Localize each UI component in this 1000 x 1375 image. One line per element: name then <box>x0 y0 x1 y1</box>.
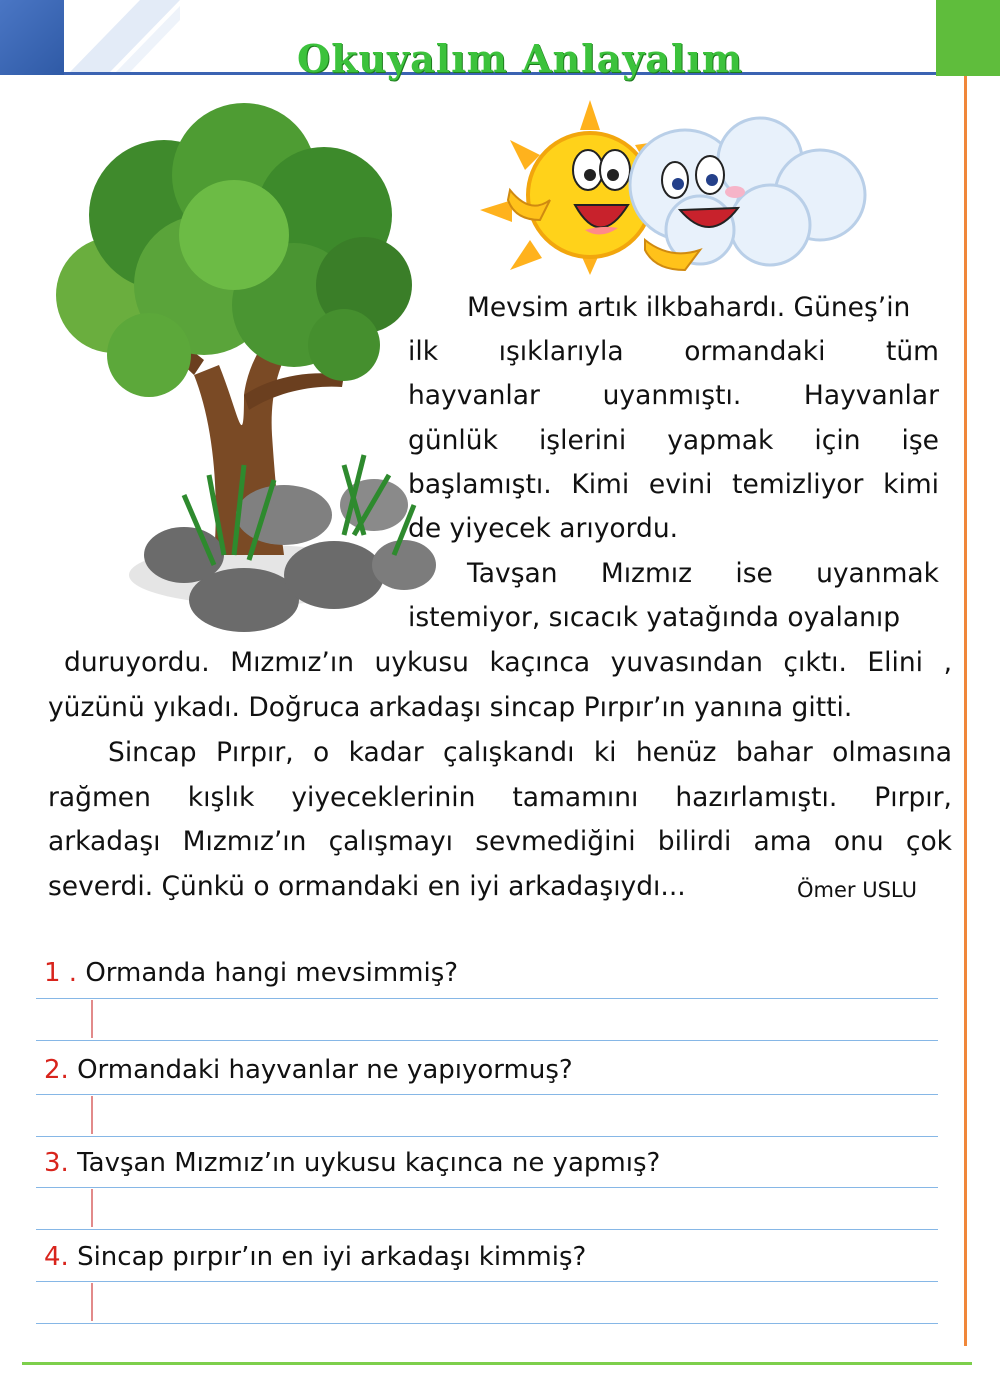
story-line: günlük işlerini yapmak için işe <box>408 425 939 456</box>
tree-illustration <box>44 95 454 640</box>
page-title: Okuyalım Anlayalım <box>296 36 744 81</box>
corner-decoration-blue <box>0 0 64 75</box>
story-line: arkadaşı Mızmız’ın çalışmayı sevmediğini bilirdi ama onu çok <box>48 826 952 857</box>
question-number: 1 . <box>44 958 78 988</box>
answer-margin <box>91 1000 93 1038</box>
question-text: Tavşan Mızmız’ın uykusu kaçınca ne yapmış? <box>77 1148 661 1178</box>
question-2 <box>44 1055 573 1085</box>
answer-line[interactable] <box>36 1229 938 1230</box>
story-line: başlamıştı. Kimi evini temizliyor kimi <box>408 469 939 500</box>
story-line: Tavşan Mızmız ise uyanmak <box>467 558 939 589</box>
answer-line <box>36 998 938 999</box>
question-1 <box>44 958 458 988</box>
footer-divider <box>22 1362 972 1365</box>
question-4 <box>44 1242 586 1272</box>
answer-line[interactable] <box>36 1323 938 1324</box>
story-line: hayvanlar uyanmıştı. Hayvanlar <box>408 380 939 411</box>
answer-line <box>36 1094 938 1095</box>
right-border <box>964 76 967 1346</box>
question-text: Sincap pırpır’ın en iyi arkadaşı kimmiş? <box>77 1242 587 1272</box>
story-line: de yiyecek arıyordu. <box>408 513 679 544</box>
story-line: yüzünü yıkadı. Doğruca arkadaşı sincap Pırpır’ın yanına gitti. <box>48 692 853 723</box>
question-text: Ormanda hangi mevsimmiş? <box>85 958 459 988</box>
sun-and-cloud-illustration <box>470 100 880 280</box>
question-number: 3. <box>44 1148 69 1178</box>
story-line: Sincap Pırpır, o kadar çalışkandı ki henüz bahar olmasına <box>108 737 952 768</box>
answer-line <box>36 1281 938 1282</box>
question-number: 2. <box>44 1055 69 1085</box>
story-line: istemiyor, sıcacık yatağında oyalanıp <box>408 602 901 633</box>
corner-decoration-green <box>936 0 1000 76</box>
story-line: duruyordu. Mızmız’ın uykusu kaçınca yuvasından çıktı. Elini , <box>64 647 952 678</box>
question-number: 4. <box>44 1242 69 1272</box>
question-text: Ormandaki hayvanlar ne yapıyormuş? <box>77 1055 573 1085</box>
answer-line[interactable] <box>36 1136 938 1137</box>
story-line: severdi. Çünkü o ormandaki en iyi arkadaşıydı... <box>48 871 686 902</box>
answer-line[interactable] <box>36 1040 938 1041</box>
story-line: ilk ışıklarıyla ormandaki tüm <box>408 336 939 367</box>
answer-margin <box>91 1283 93 1321</box>
story-line: Mevsim artık ilkbahardı. Güneş’in <box>467 292 911 323</box>
answer-line <box>36 1187 938 1188</box>
answer-margin <box>91 1189 93 1227</box>
story-line: rağmen kışlık yiyeceklerinin tamamını hazırlamıştı. Pırpır, <box>48 782 952 813</box>
author-name: Ömer USLU <box>797 878 917 902</box>
question-3 <box>44 1148 660 1178</box>
answer-margin <box>91 1096 93 1134</box>
